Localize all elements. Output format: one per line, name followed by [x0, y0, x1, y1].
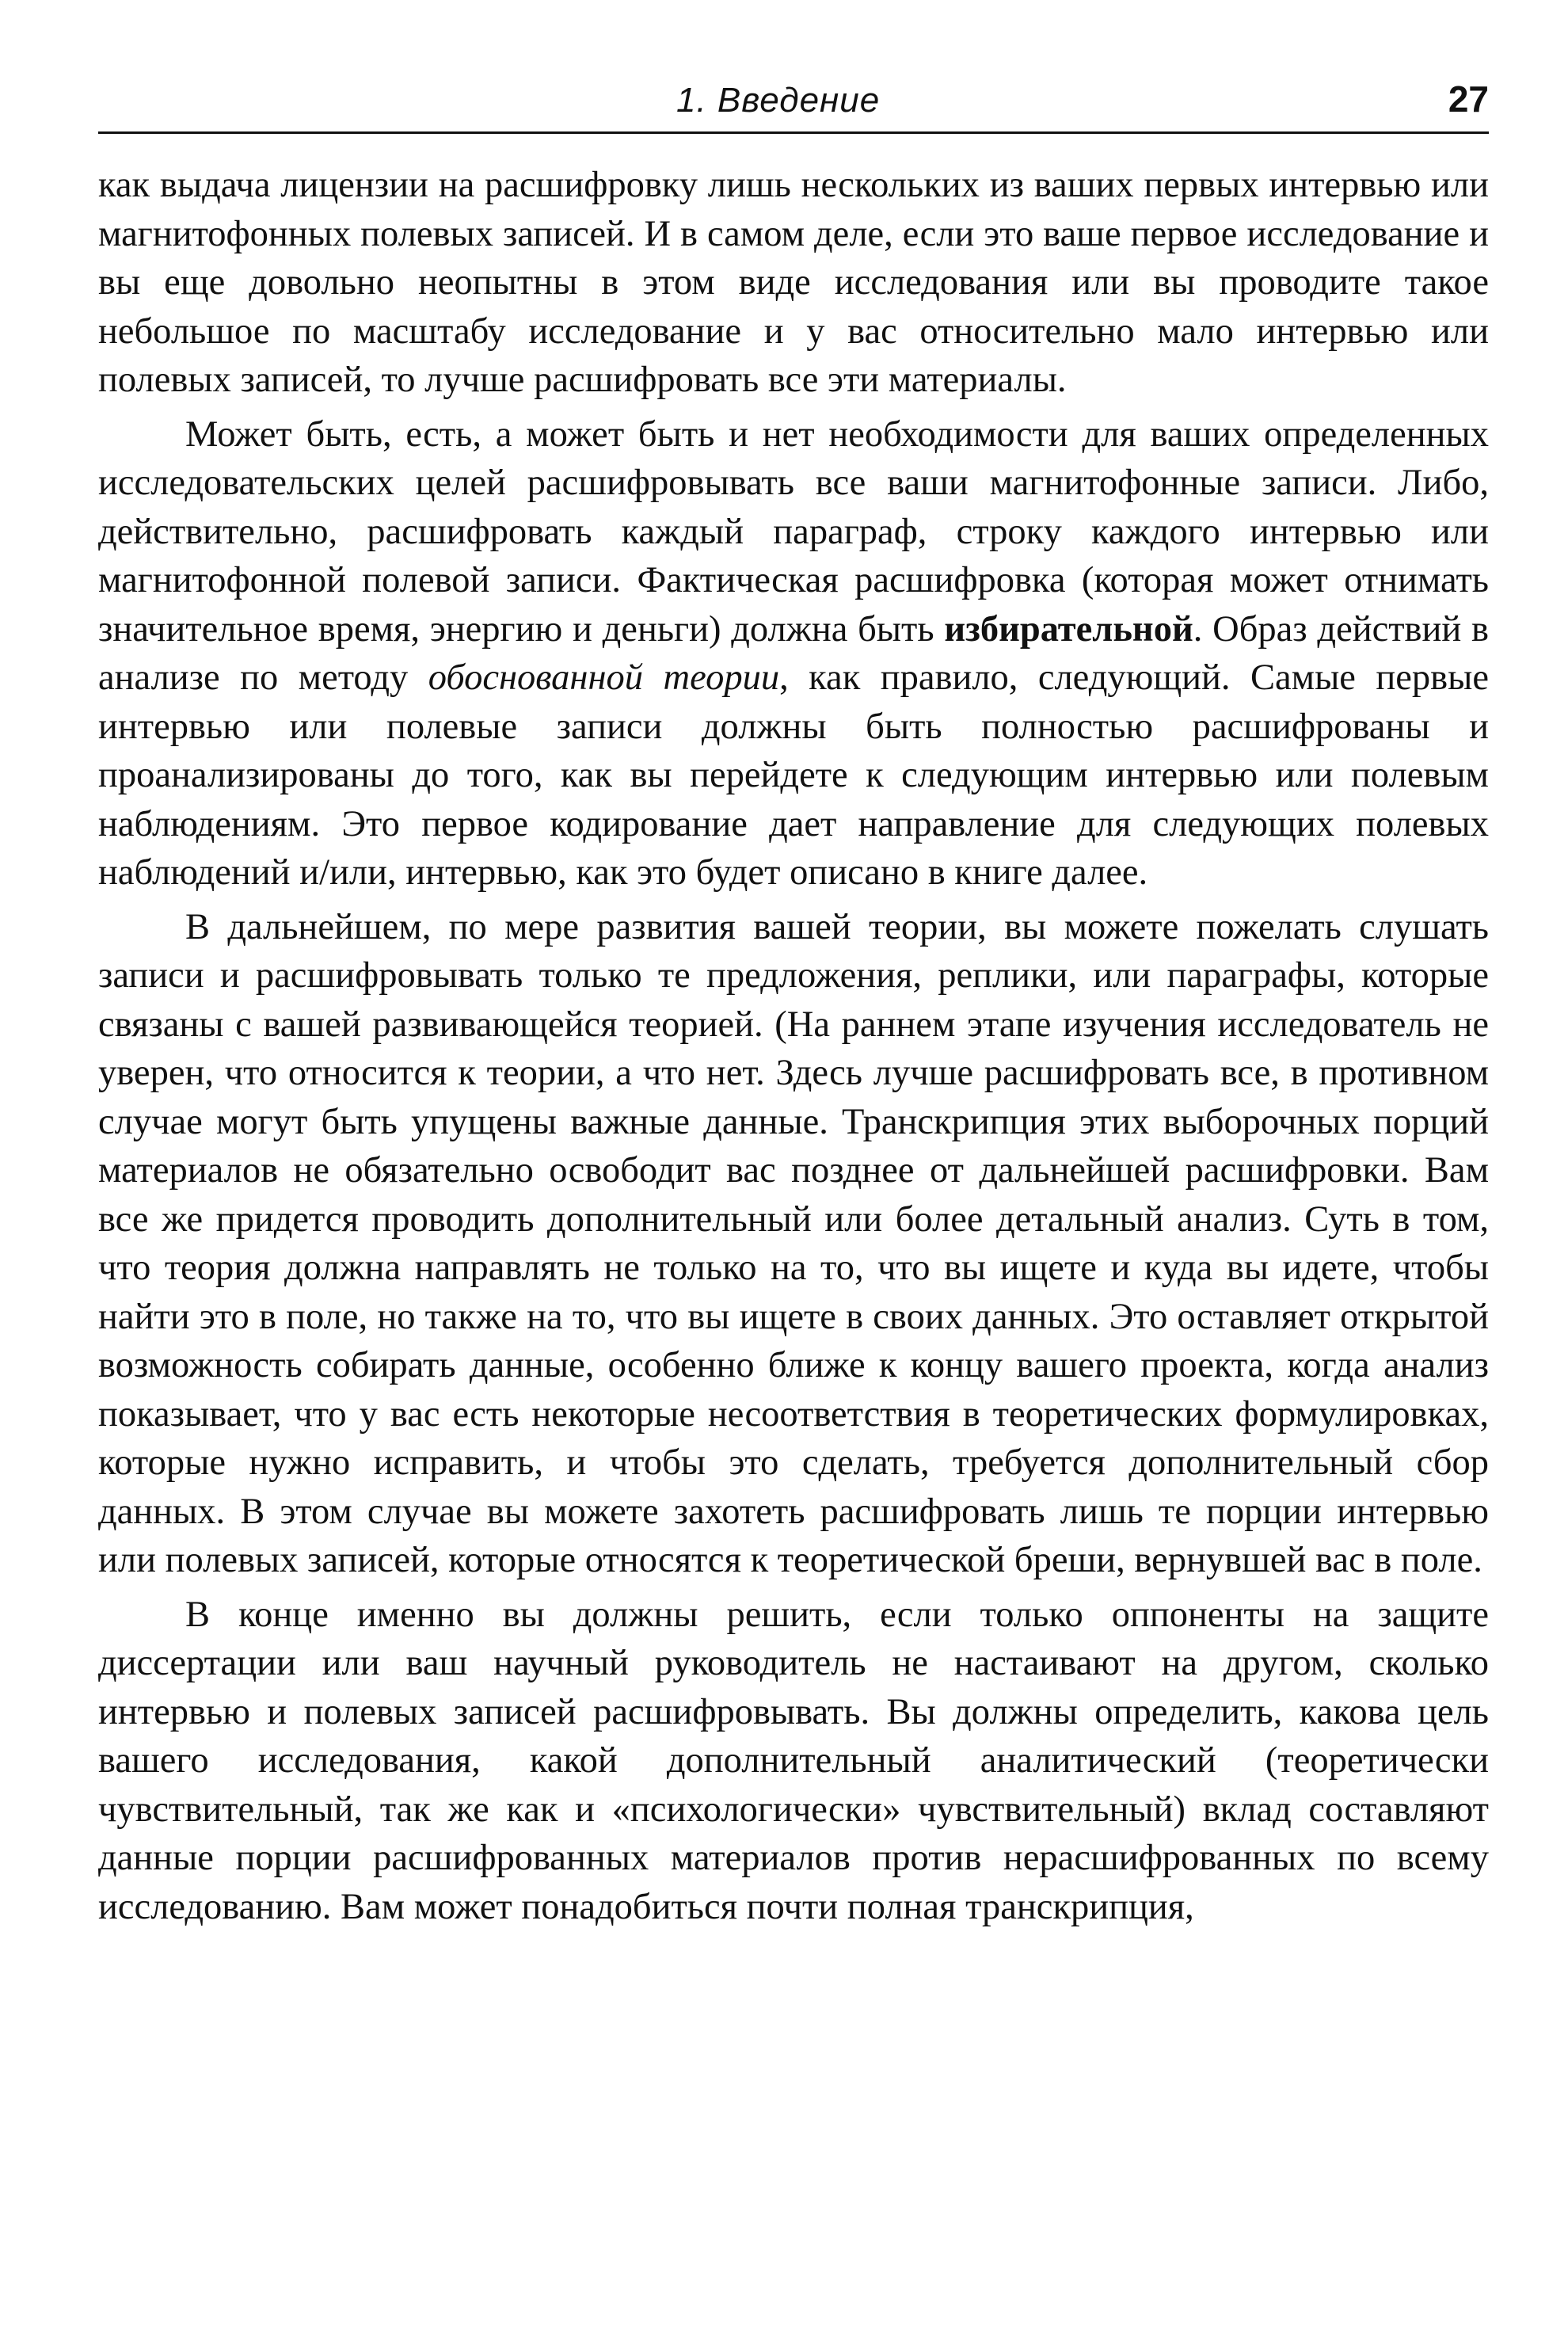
paragraph-2-text-c: , как правило, следующий. Самые первые интервью или полевые записи должны быть полностью расшифрованы и проанализированы до того, как вы перейдете к следующим интервью или полевым наблюдениям. Это первое кодирование дает направление для следующих полевых наблюдений и/или, интервью, как это будет описано в книге далее.	[98, 657, 1489, 893]
body-text	[98, 161, 1489, 1931]
paragraph-2-text-a: Может быть, есть, а может быть и нет необходимости для ваших определенных исследовательских целей расшифровывать все ваши магнитофонные записи. Либо, действительно, расшифровать каждый параграф, строку каждого интервью или магнитофонной полевой записи. Фактическая расшифровка (которая может отнимать значительное время, энергию и деньги) должна быть	[98, 413, 1489, 650]
emphasis-bold-term: избирательной	[944, 608, 1193, 650]
paragraph-2	[98, 410, 1489, 897]
page-number: 27	[1448, 78, 1489, 120]
chapter-title: 1. Введение	[676, 81, 881, 120]
running-header	[98, 76, 1489, 134]
emphasis-italic-term: обоснованной теории	[428, 657, 780, 698]
book-page	[98, 76, 1489, 1937]
paragraph-2-text-b: . Образ действий в анализе по методу	[98, 608, 1489, 698]
paragraph-1: как выдача лицензии на расшифровку лишь нескольких из ваших первых интервью или магнитофонных полевых записей. И в самом деле, если это ваше первое исследование и вы еще довольно неопытны в этом виде исследования или вы проводите такое небольшое по масштабу исследование и у вас относительно мало интервью или полевых записей, то лучше расшифровать все эти материалы.	[98, 165, 1489, 400]
paragraph-4: В конце именно вы должны решить, если только оппоненты на защите диссертации или ваш научный руководитель не настаивают на другом, сколько интервью и полевых записей расшифровывать. Вы должны определить, какова цель вашего исследования, какой дополнительный аналитический (теоретически чувствительный, так же как и «психологически» чувствительный) вклад составляют данные порции расшифрованных материалов против нерасшифрованных по всему исследованию. Вам может понадобиться почти полная транскрипция,	[98, 1594, 1489, 1927]
paragraph-3: В дальнейшем, по мере развития вашей теории, вы можете пожелать слушать записи и расшифровывать только те предложения, реплики, или параграфы, которые связаны с вашей развивающейся теорией. (На раннем этапе изучения исследователь не уверен, что относится к теории, а что нет. Здесь лучше расшифровать все, в противном случае могут быть упущены важные данные. Транскрипция этих выборочных порций материалов не обязательно освободит вас позднее от дальнейшей расшифровки. Вам все же придется проводить дополнительный или более детальный анализ. Суть в том, что теория должна направлять не только на то, что вы ищете и куда вы идете, чтобы найти это в поле, но также на то, что вы ищете в своих данных. Это оставляет открытой возможность собирать данные, особенно ближе к концу вашего проекта, когда анализ показывает, что у вас есть некоторые несоответствия в теоретических формулировках, которые нужно исправить, и чтобы это сделать, требуется дополнительный сбор данных. В этом случае вы можете захотеть расшифровать лишь те порции интервью или полевых записей, которые относятся к теоретической бреши, вернувшей вас в поле.	[98, 906, 1489, 1580]
